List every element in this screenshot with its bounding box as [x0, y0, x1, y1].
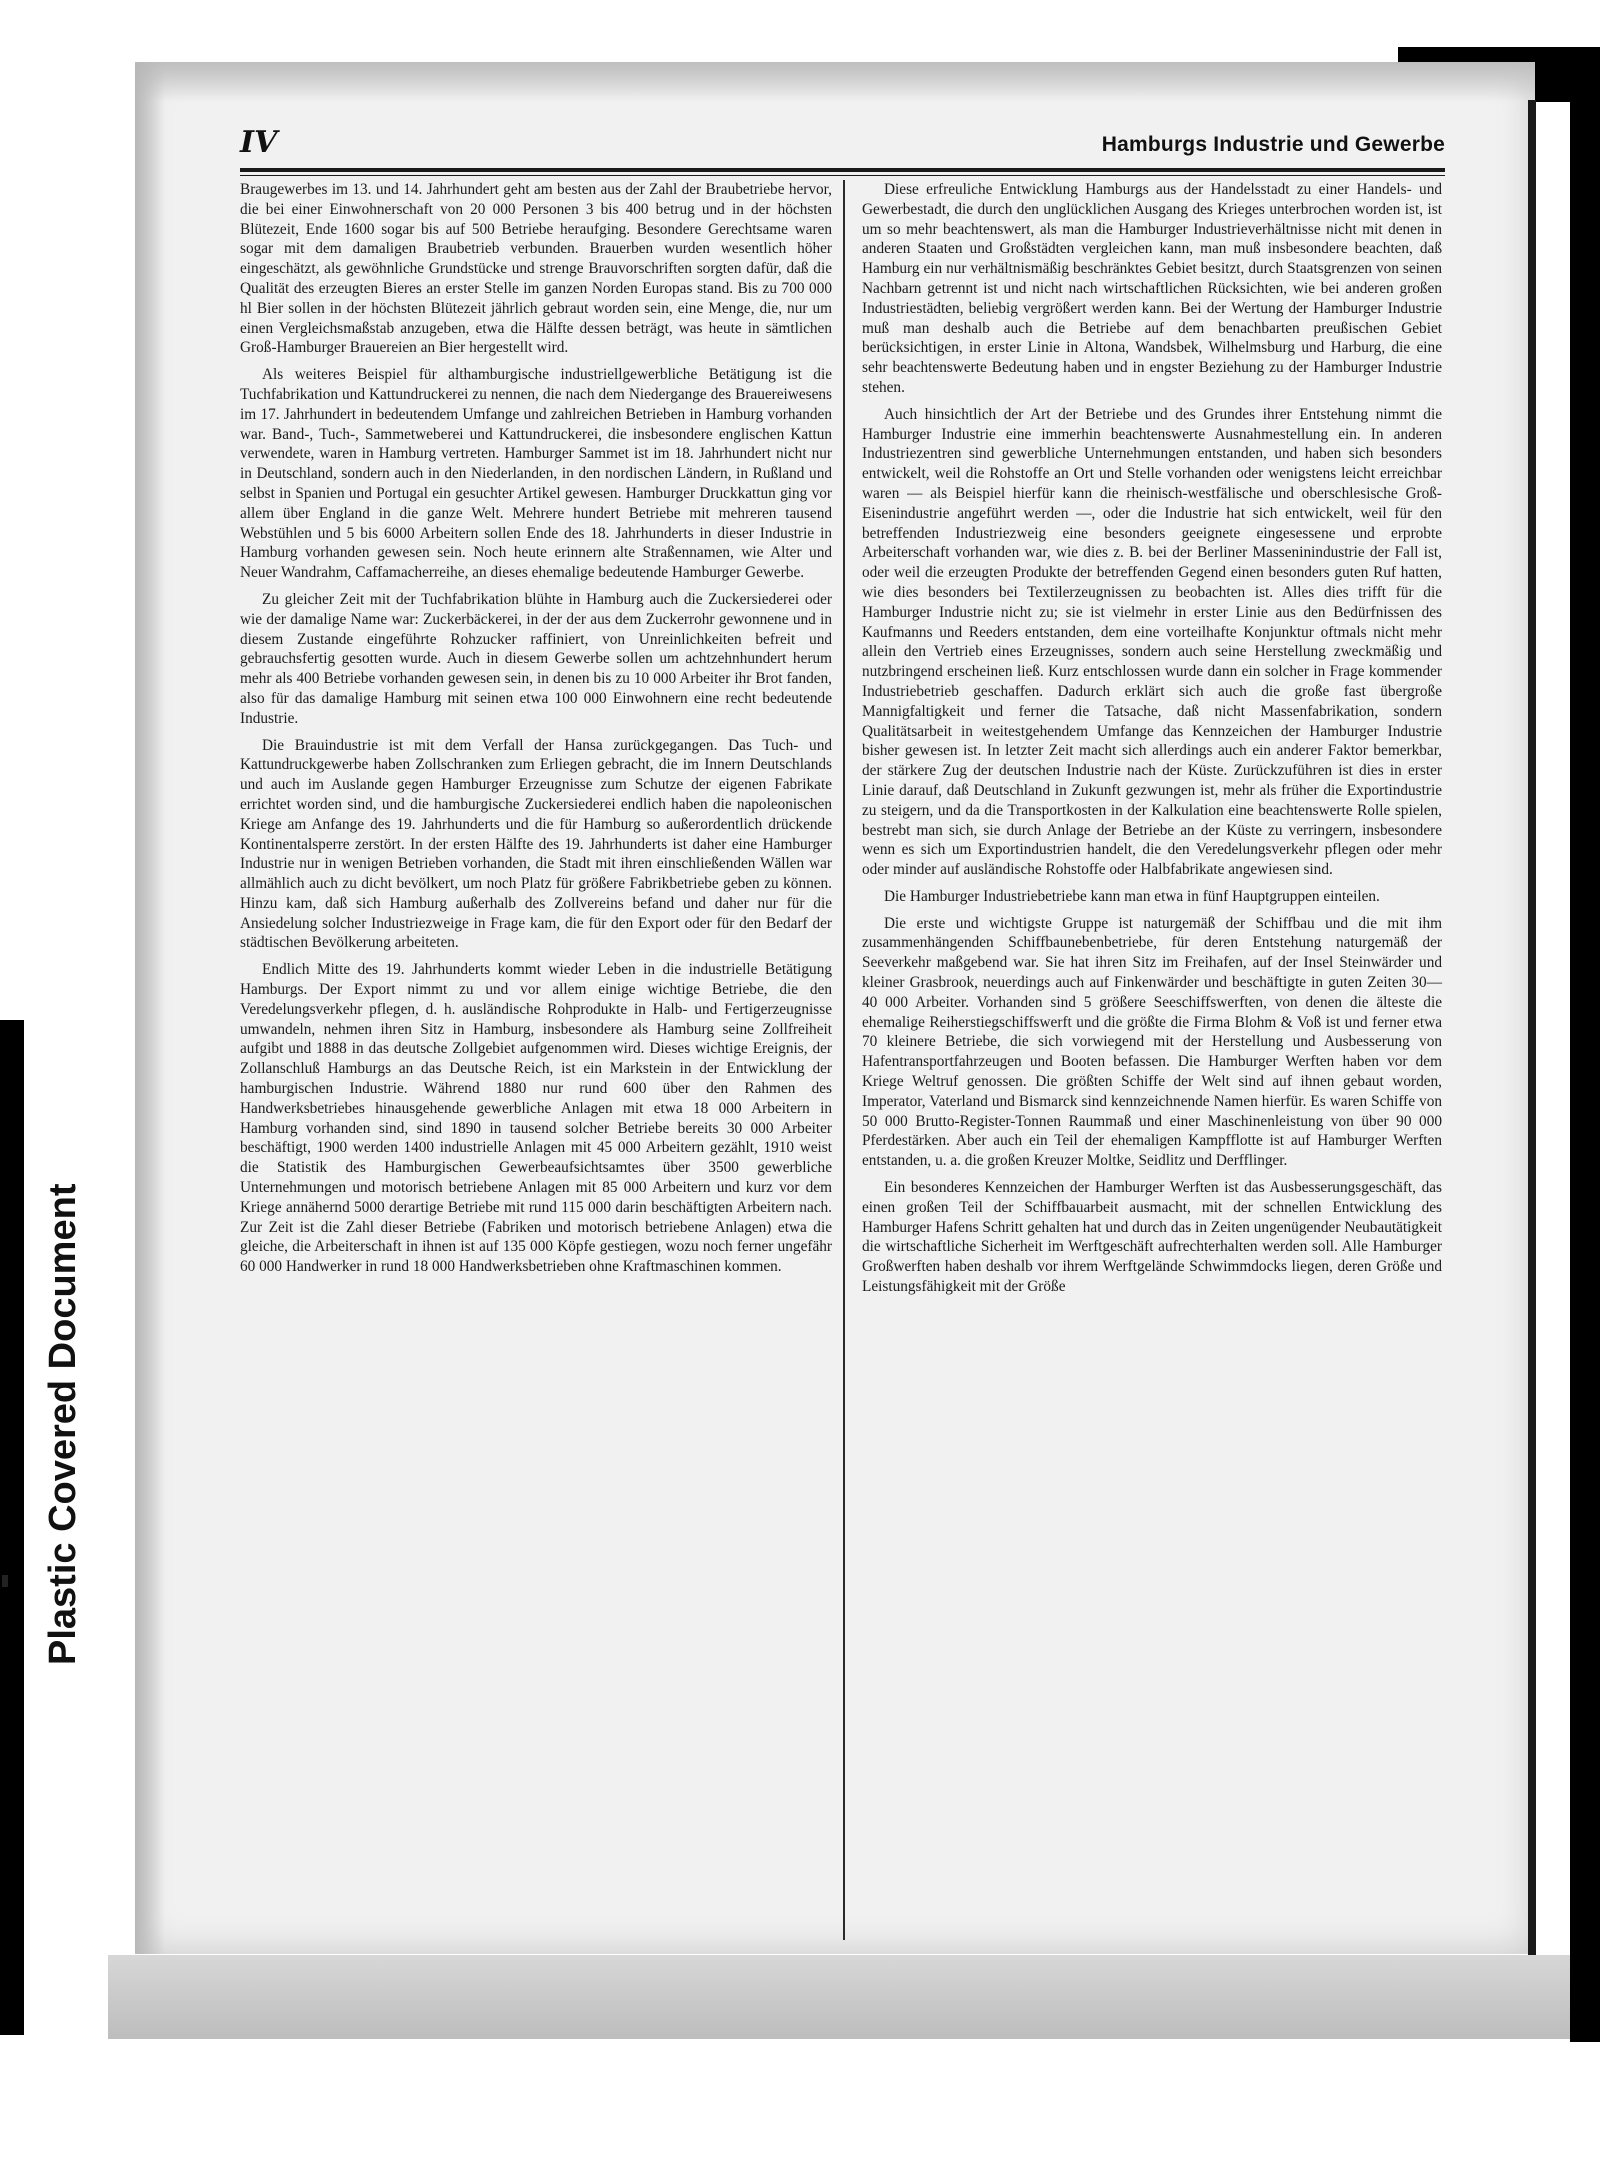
left-column — [240, 180, 832, 1284]
page-edge-shadow-left — [135, 62, 165, 1954]
paragraph: Ein besonderes Kennzeichen der Hamburger Werften ist das Ausbesserungsgeschäft, das einen großen Teil der Schiffbauarbeit ausmacht, mit der schnellen Entwicklung des Hamburger Hafens Schritt gehalten hat und durch das in Zeiten ungenügender Neubautätigkeit die wirtschaftliche Sicherheit im Werftgeschäft aufrechterhalten werden soll. Alle Hamburger Großwerften haben deshalb vor ihrem Werftgelände Schwimmdocks liegen, deren Größe und Leistungsfähigkeit mit der Größe — [862, 1179, 1442, 1296]
paragraph: Zu gleicher Zeit mit der Tuchfabrikation blühte in Hamburg auch die Zuckersiederei oder wie der damalige Name war: Zuckerbäckerei, in der der aus dem Zuckerrohr gewonnene und in diesem Zustande eingeführte Rohzucker raffiniert, von Unreinlichkeiten befreit und gebrauchsfertig gesotten wurde. Auch in diesem Gewerbe sollen um achtzehnhundert herum mehr als 400 Betriebe vorhanden gewesen sein, in denen bis zu 10 000 Arbeiter ihr Brot fanden, also für das damalige Hamburg mit seinen etwa 100 000 Einwohnern eine recht bedeutende Industrie. — [240, 590, 832, 727]
page-edge-shadow-top — [135, 62, 1535, 102]
plastic-cover-label: Plastic Covered Document — [42, 1183, 84, 1665]
scanner-border-left — [0, 1020, 24, 2035]
scan-mark — [2, 1575, 8, 1587]
page-bottom-shadow — [108, 1955, 1570, 2039]
right-column — [862, 180, 1442, 1304]
scanner-border-right — [1570, 102, 1600, 2042]
paragraph: Endlich Mitte des 19. Jahrhunderts kommt wieder Leben in die industrielle Betätigung Hamburgs. Der Export nimmt zu und vor allem einige wichtige Betriebe, die den Veredelungsverkehr pflegen, d. h. ausländische Rohprodukte in Halb- und Fertigerzeugnisse umwandeln, nehmen ihren Sitz in Hamburg, insbesondere als Hamburg seine Zollfreiheit aufgibt und 1888 in das deutsche Zollgebiet aufgenommen wird. Dieses wichtige Ereignis, der Zollanschluß Hamburgs an das Deutsche Reich, ist ein Markstein in der Entwicklung der hamburgischen Industrie. Während 1880 nur rund 600 über den Rahmen des Handwerksbetriebes hinausgehende gewerbliche Anlagen mit etwa 18 000 Arbeitern in Hamburg vorhanden sind, sind 1890 in tausend solcher Betriebe bereits 30 000 Arbeiter beschäftigt, 1900 werden 1400 industrielle Anlagen mit 45 000 Arbeitern gezählt, 1910 weist die Statistik des Hamburgischen Gewerbeaufsichtsamtes über 3500 gewerbliche Unternehmungen und motorisch betriebene Anlagen mit 85 000 Arbeitern und kurz vor dem Kriege annähernd 5000 derartige Betriebe mit rund 115 000 darin beschäftigten Arbeitern nach. Zur Zeit ist die Zahl dieser Betriebe (Fabriken und motorisch betriebene Anlagen) etwa die gleiche, die Arbeiterschaft in ihnen ist auf 135 000 Köpfe gestiegen, wozu noch ferner ungefähr 60 000 Handwerker in rund 18 000 Handwerksbetrieben ohne Kraftmaschinen kommen. — [240, 961, 832, 1276]
column-divider — [843, 180, 845, 1940]
paragraph: Diese erfreuliche Entwicklung Hamburgs aus der Handelsstadt zu einer Handels- und Gewerbestadt, die durch den unglücklichen Ausgang des Krieges unterbrochen worden ist, ist um so mehr beachtenswert, als man die Hamburger Industrieverhältnisse nicht mit denen in anderen Staaten und Großstädten vergleichen kann, man muß insbesondere beachten, daß Hamburg ein nur verhältnismäßig beschränktes Gebiet besitzt, durch Staatsgrenzen von seinen Nachbarn getrennt ist und nicht nach wirtschaftlichen Rücksichten, wie bei anderen großen Industriestädten, beliebig vergrößert werden kann. Bei der Wertung der Hamburger Industrie muß man deshalb auch die Betriebe auf dem benachbarten preußischen Gebiet berücksichtigen, in erster Linie in Altona, Wandsbek, Wilhelmsburg und Harburg, die eine sehr beachtenswerte Bedeutung haben und in engster Beziehung zu der Hamburger Industrie stehen. — [862, 181, 1442, 396]
paragraph: Auch hinsichtlich der Art der Betriebe und des Grundes ihrer Entstehung nimmt die Hamburger Industrie eine immerhin beachtenswerte Ausnahmestellung ein. In anderen Industriezentren sind gewerbliche Unternehmungen entstanden, und haben sich besonders entwickelt, weil die Rohstoffe an Ort und Stelle vorhanden oder wenigstens leicht erreichbar waren — als Beispiel hierfür kann die rheinisch-westfälische und oberschlesische Groß-Eisenindustrie angeführt werden —, oder die Industrie hat sich entwickelt, weil für den betreffenden Industriezweig eine besonders geeignete eingesessene und erprobte Arbeiterschaft vorhanden war, wie dies z. B. bei der Berliner Masseninindustrie der Fall ist, oder weil die erzeugten Produkte der betreffenden Gegend einen besonders guten Ruf hatten, wie dies besonders bei Textilerzeugnissen zu beobachten ist. Alles dies trifft für die Hamburger Industrie nicht zu; sie ist vielmehr in erster Linie aus den Bedürfnissen des Kaufmanns und Reeders entstanden, dem eine vorteilhafte Konjunktur oftmals nicht mehr allein den Vertrieb eines Erzeugnisses, sondern auch seine Herstellung zweckmäßig und nutzbringend erscheinen ließ. Kurz entschlossen wurde dann ein solcher in Frage kommender Industriebetrieb geschaffen. Dadurch erklärt sich auch die große fast übergroße Mannigfaltigkeit und ferner die Tatsache, daß nicht Massenfabrikation, sondern Qualitätsarbeit in weitestgehendem Umfange das Kennzeichen der Hamburger Industrie bisher gewesen ist. In letzter Zeit macht sich allerdings auch ein anderer Faktor bemerkbar, der stärkere Zug der deutschen Industrie nach der Küste. Zurückzuführen ist dies in erster Linie darauf, daß Deutschland in Zukunft gezwungen ist, mehr als früher die Exportindustrie zu steigern, und da die Transportkosten in der Kalkulation eine beachtenswerte Rolle spielen, bestrebt man sich, sie durch Anlage der Betriebe an der Küste zu verringern, insbesondere wenn es sich um Exportindustrien handelt, die den Veredelungsverkehr pflegen oder mehr oder minder auf ausländische Rohstoffe oder Halbfabrikate angewiesen sind. — [862, 405, 1442, 879]
header-rule-thin — [240, 175, 1445, 176]
paragraph: Die Hamburger Industriebetriebe kann man etwa in fünf Hauptgruppen einteilen. — [884, 887, 1380, 905]
header-rule — [240, 168, 1445, 172]
running-title: Hamburgs Industrie und Gewerbe — [1101, 133, 1445, 156]
page-edge-right — [1528, 100, 1536, 1955]
paragraph: Die Brauindustrie ist mit dem Verfall der Hansa zurückgegangen. Das Tuch- und Kattundruckgewerbe haben Zollschranken zum Erliegen gebracht, die im Innern Deutschlands und auch im Auslande gegen Hamburger Erzeugnisse zum Schutze der eigenen Fabrikate errichtet worden sind, und die hamburgische Zuckersiederei endlich haben die napoleonischen Kriege am Anfange des 19. Jahrhunderts und die für Hamburg so außerordentlich drückende Kontinentalsperre zerstört. In der ersten Hälfte des 19. Jahrhunderts ist daher eine Hamburger Industrie nur in wenigen Betrieben vorhanden, die Stadt mit ihren einschließenden Wällen war allmählich auch zu dicht bevölkert, um noch Platz für größere Fabrikbetriebe geben zu können. Hinzu kam, daß sich Hamburg außerhalb des Zollvereins befand und daher nur für die Ansiedelung solcher Industriezweige in Frage kam, die für den Export oder für den Bedarf der städtischen Bevölkerung arbeiteten. — [240, 736, 832, 952]
paragraph: Als weiteres Beispiel für althamburgische industriellgewerbliche Betätigung ist die Tuchfabrikation und Kattundruckerei zu nennen, die nach dem Niedergange des Brauereiwesens im 17. Jahrhundert in bedeutendem Umfange und zahlreichen Betrieben in Hamburg vorhanden war. Band-, Tuch-, Sammetweberei und Kattundruckerei, die insbesondere englischen Kattun verwendete, waren in Hamburg vertreten. Hamburger Sammet ist im 18. Jahrhundert nicht nur in Deutschland, sondern auch in den Niederlanden, in den nordischen Ländern, in Rußland und selbst in Spanien und Portugal ein gesuchter Artikel gewesen. Hamburger Druckkattun ging vor allem über England in die ganze Welt. Mehrere hundert Betriebe mit mehreren tausend Webstühlen und 5 bis 6000 Arbeitern sollen Ende des 18. Jahrhunderts in dieser Industrie in Hamburg vorhanden gewesen sein. Noch heute erinnern alte Straßennamen, wie Alter und Neuer Wandrahm, Caffamacherreihe, an dieses ehemalige bedeutende Hamburger Gewerbe. — [240, 366, 832, 582]
page-number: IV — [240, 125, 278, 160]
running-header — [240, 125, 1445, 165]
paragraph: Die erste und wichtigste Gruppe ist naturgemäß der Schiffbau und die mit ihm zusammenhängenden Schiffbaunebenbetriebe, für deren Entstehung naturgemäß der Seeverkehr maßgebend war. Sie hat ihren Sitz im Freihafen, auf der Insel Steinwärder und kleiner Grasbrook, neuerdings auch auf Finkenwärder und beschäftigte in guten Zeiten 30—40 000 Arbeiter. Vorhanden sind 5 größere Seeschiffswerften, von denen die älteste die ehemalige Reiherstiegschiffswerft und die größte die Firma Blohm & Voß ist und ferner etwa 70 kleinere Betriebe, die sich vorwiegend mit der Herstellung und Ausbesserung von Hafentransportfahrzeugen und Booten befassen. Die Hamburger Werften haben vor dem Kriege Weltruf genossen. Die größten Schiffe der Welt sind auf ihnen gebaut worden, Imperator, Vaterland und Bismarck sind kennzeichnende Namen hierfür. Es waren Schiffe von 50 000 Brutto-Register-Tonnen Raummaß und einer Maschinenleistung von über 90 000 Pferdestärken. Aber auch ein Teil der ehemaligen Kampfflotte ist auf Hamburger Werften entstanden, u. a. die großen Kreuzer Moltke, Seidlitz und Derfflinger. — [862, 914, 1442, 1170]
paragraph: Braugewerbes im 13. und 14. Jahrhundert geht am besten aus der Zahl der Braubetriebe hervor, die bei einer Einwohnerschaft von 20 000 Personen 3 bis 400 betrug und in der höchsten Blütezeit, Ende 1600 sogar bis auf 500 Betriebe heraufging. Besondere Gerechtsame waren sogar mit dem damaligen Braubetrieb verbunden. Brauerben wurden wesentlich höher eingeschätzt, als gewöhnliche Grundstücke und strenge Brauvorschriften sorgten dafür, daß die Qualität des erzeugten Bieres an erster Stelle im ganzen Norden Europas stand. Bis zu 700 000 hl Bier sollen in der höchsten Blütezeit jährlich gebraut worden sein, eine Menge, die, nur um einen Vergleichsmaßstab anzugeben, etwa die Hälfte dessen beträgt, was heute in sämtlichen Groß-Hamburger Brauereien an Bier hergestellt wird. — [240, 181, 832, 357]
